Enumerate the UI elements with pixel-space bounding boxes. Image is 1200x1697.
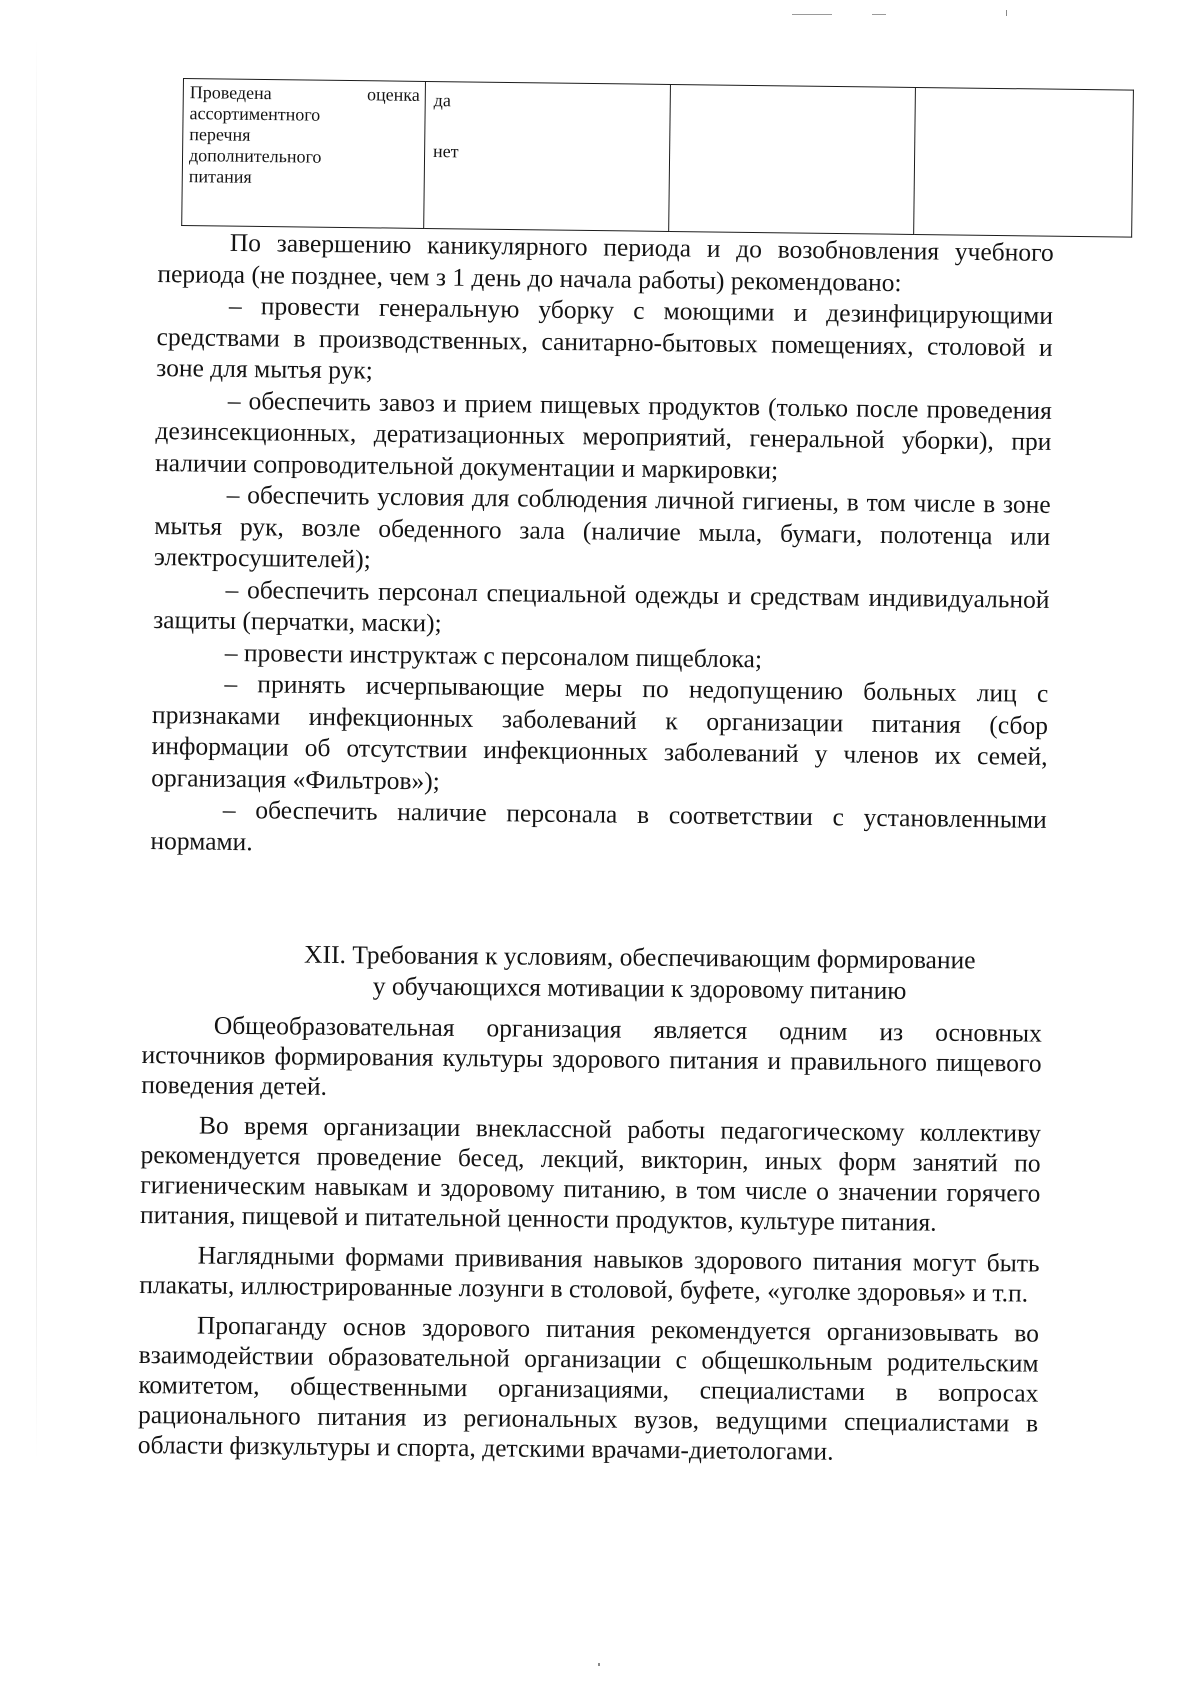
section-paragraph: Наглядными формами прививания навыков здорового питания могут быть плакаты, иллюстрированные лозунги в столовой, буфете, «уголке здоровья» и т.п. [139, 1240, 1040, 1308]
scan-speck [1006, 10, 1007, 16]
section-heading [229, 938, 1050, 1007]
section-paragraph: Пропаганду основ здорового питания рекомендуется организовывать во взаимодействии образовательной организации с общешкольным родительским комитетом, общественными организациями, специалистами в вопросах рационального питания из региональных вузов, ведущими специалистами в области физкультуры и спорта, детскими врачами-диетологами. [137, 1310, 1040, 1466]
section-heading-line: у обучающихся мотивации к здоровому питанию [372, 971, 907, 1005]
table-label-cell [182, 79, 426, 229]
table-row [182, 79, 1134, 238]
section-paragraph: Общеобразовательная организация является одним из основных источников формирования культуры здорового питания и правильного пищевого поведения детей. [141, 1010, 1042, 1101]
recommendation-item: – провести инструктаж с персоналом пищеблока; [224, 637, 763, 673]
scan-speck [598, 1663, 600, 1666]
label-line: питания [188, 166, 252, 187]
label-line: дополнительного [188, 145, 322, 167]
label-line: ассортиментного [189, 103, 321, 125]
recommendation-item: – обеспечить условия для соблюдения личной гигиены, в том числе в зоне мытья рук, возле обеденного зала (наличие мыла, бумаги, полотенца или электросушителей); [153, 479, 1051, 574]
assessment-table [181, 78, 1134, 238]
recommendation-item: – обеспечить персонал специальной одежды и средствам индивидуальной защиты (перчатки, маски); [153, 574, 1050, 638]
recommendation-item: – обеспечить наличие персонала в соответствии с установленными нормами. [150, 794, 1047, 856]
table-empty-cell [669, 84, 916, 234]
section-heading-line: XII. Требования к условиям, обеспечивающим формирование [304, 939, 976, 975]
answer-no: нет [433, 141, 459, 162]
table-empty-cell [914, 87, 1134, 237]
recommendations-intro: По завершению каникулярного периода и до возобновления учебного периода (не позднее, чем з 1 день до начала работы) рекомендовано: [157, 227, 1054, 297]
label-first-line [190, 82, 420, 106]
section-body [138, 1010, 1042, 1469]
label-line: перечня [189, 124, 251, 145]
scan-mark [792, 14, 832, 15]
scan-mark [872, 14, 886, 15]
recommendations-block [150, 226, 1054, 867]
answer-yes: да [433, 90, 452, 111]
label-word: Проведена [189, 82, 272, 104]
recommendation-item: – обеспечить завоз и прием пищевых продуктов (только после проведения дезинсекционных, дератизационных мероприятий, генеральной уборки), при наличии сопроводительной документации и маркировки; [154, 385, 1052, 485]
section-paragraph: Во время организации внеклассной работы педагогическому коллективу рекомендуется проведение бесед, лекций, викторин, иных форм занятий по гигиеническим навыкам и здоровому питанию, в том числе о значении горячего питания, пищевой и питательной ценности продуктов, культуре питания. [139, 1110, 1041, 1237]
recommendation-item: – принять исчерпывающие меры по недопущению больных лиц с признаками инфекционных заболеваний к организации питания (сбор информации об отсутствии инфекционных заболеваний у членов их семей, организация «Фильтров»); [151, 668, 1049, 795]
label-word: оценка [366, 84, 420, 105]
recommendation-item: – провести генеральную уборку с моющими и дезинфицирующими средствами в производственных, санитарно-бытовых помещениях, столовой и зоне для мытья рук; [156, 290, 1054, 385]
scan-margin-line [36, 40, 37, 1460]
table-answers-cell [424, 81, 671, 231]
